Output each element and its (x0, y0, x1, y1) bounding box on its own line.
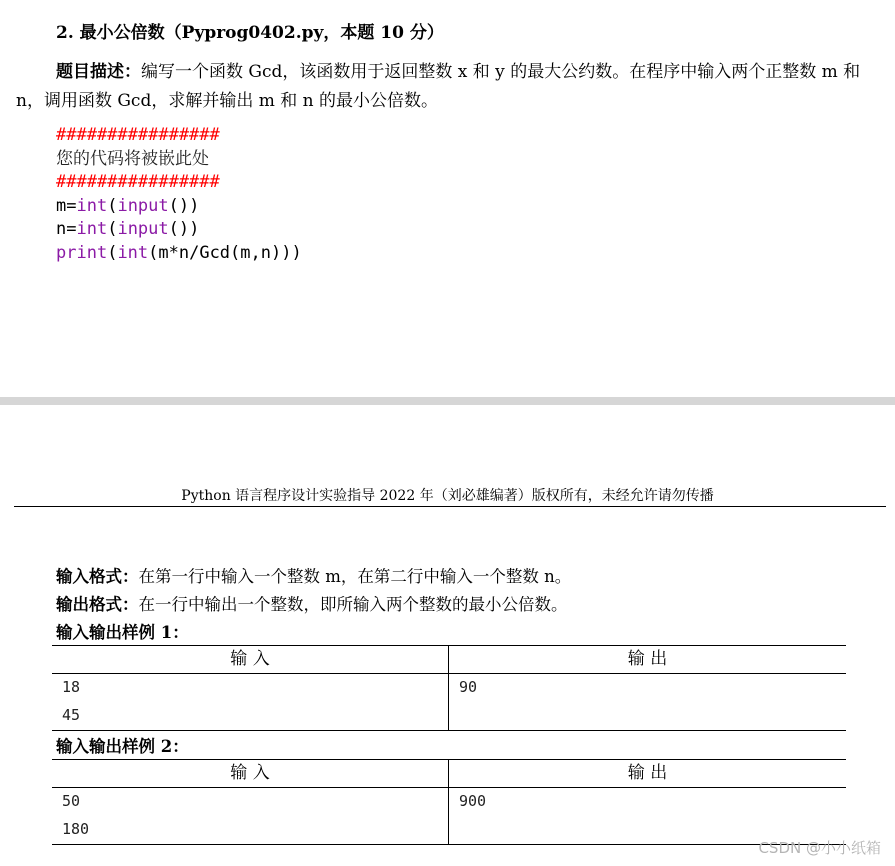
code-line-n: n=int(input()) (56, 219, 200, 239)
problem-description (16, 58, 882, 116)
sample1-output-cell (449, 674, 847, 731)
code-placeholder-comment: 您的代码将被嵌此处 (56, 148, 209, 169)
sample1-input-n: 45 (62, 705, 81, 724)
sample2-table (52, 759, 846, 845)
document-page-top (0, 0, 895, 397)
page-footer-text: Python 语言程序设计实验指导 2022 年（刘必雄编著）版权所有，未经允许请勿传播 (181, 488, 714, 504)
page-separator (0, 397, 895, 405)
code-hash-line-top: ################ (56, 125, 220, 145)
sample1-input-cell (52, 674, 449, 731)
sample1-label: 输入输出样例 1： (56, 623, 189, 642)
csdn-watermark: CSDN @小小纸箱 (758, 839, 881, 857)
document-page-bottom (0, 405, 895, 866)
sample1-output: 90 (459, 678, 478, 696)
description-text: 编写一个函数 Gcd，该函数用于返回整数 x 和 y 的最大公约数。在程序中输入两个正整数 m 和 n，调用函数 Gcd，求解并输出 m 和 n 的最小公倍数。 (16, 62, 861, 111)
footer-divider (14, 506, 886, 507)
sample2-output-cell (449, 788, 847, 845)
code-line-m: m=int(input()) (56, 195, 200, 216)
sample2-input-n: 180 (62, 819, 90, 838)
sample2-header-output: 输 出 (449, 760, 847, 788)
sample2-header-input: 输 入 (52, 760, 449, 788)
sample2-input-cell (52, 788, 449, 845)
sample1-table (52, 645, 846, 731)
code-hash-line-bottom: ################ (56, 172, 220, 192)
sample1-header-input: 输 入 (52, 646, 449, 674)
problem-title: 2. 最小公倍数（Pyprog0402.py，本题 10 分） (56, 23, 444, 43)
sample2-label: 输入输出样例 2： (56, 737, 189, 756)
sample2-input-m: 50 (62, 792, 81, 810)
code-line-print: print(int(m*n/Gcd(m,n))) (56, 242, 302, 263)
sample2-output: 900 (459, 792, 487, 810)
sample1-header-output: 输 出 (449, 646, 847, 674)
input-format: 输入格式：在第一行中输入一个整数 m，在第二行中输入一个整数 n。 (56, 567, 572, 586)
description-label: 题目描述： (56, 62, 141, 82)
code-block (56, 124, 302, 265)
sample1-input-m: 18 (62, 678, 81, 696)
output-format: 输出格式：在一行中输出一个整数，即所输入两个整数的最小公倍数。 (56, 595, 568, 614)
